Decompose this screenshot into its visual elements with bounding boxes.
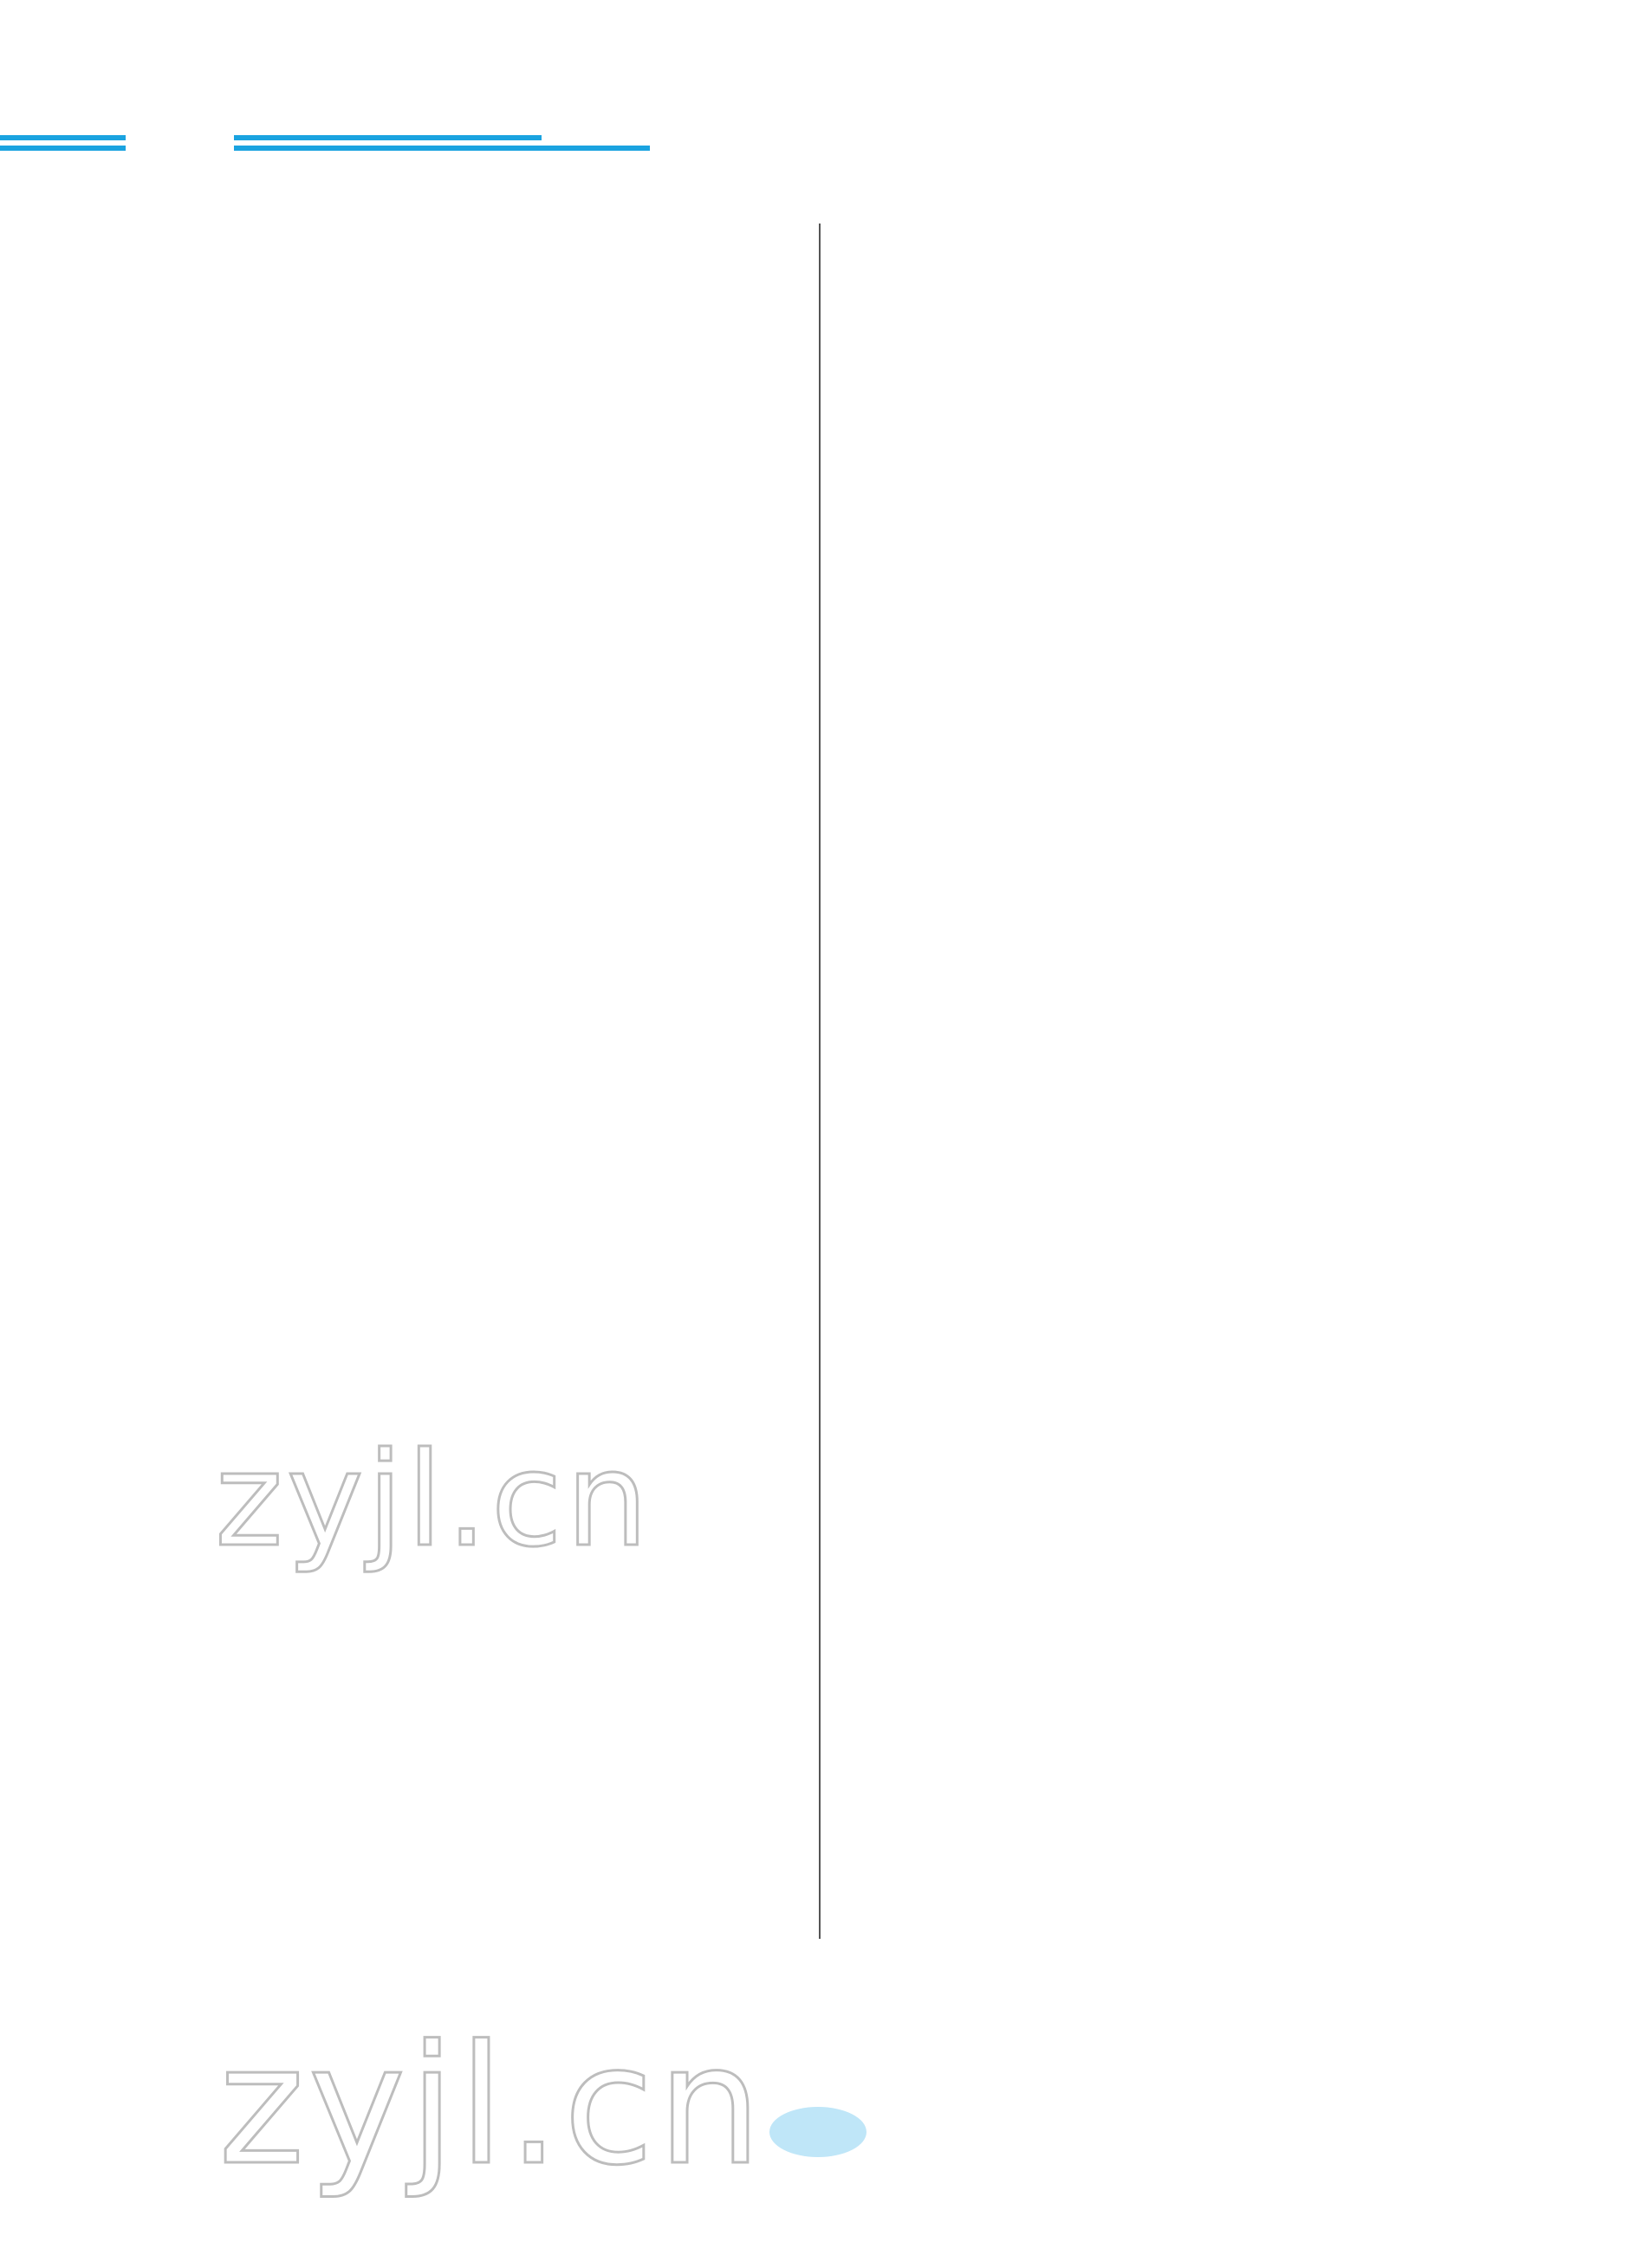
header-line [234,135,542,140]
header-rule [0,130,659,165]
watermark: zyjl.cn [215,1425,652,1576]
header-line [0,135,126,140]
watermark: zyjl.cn [218,2010,766,2201]
header-line [234,146,650,151]
header-line [0,146,126,151]
column-divider [819,224,821,1939]
page-number-badge [769,2107,866,2157]
